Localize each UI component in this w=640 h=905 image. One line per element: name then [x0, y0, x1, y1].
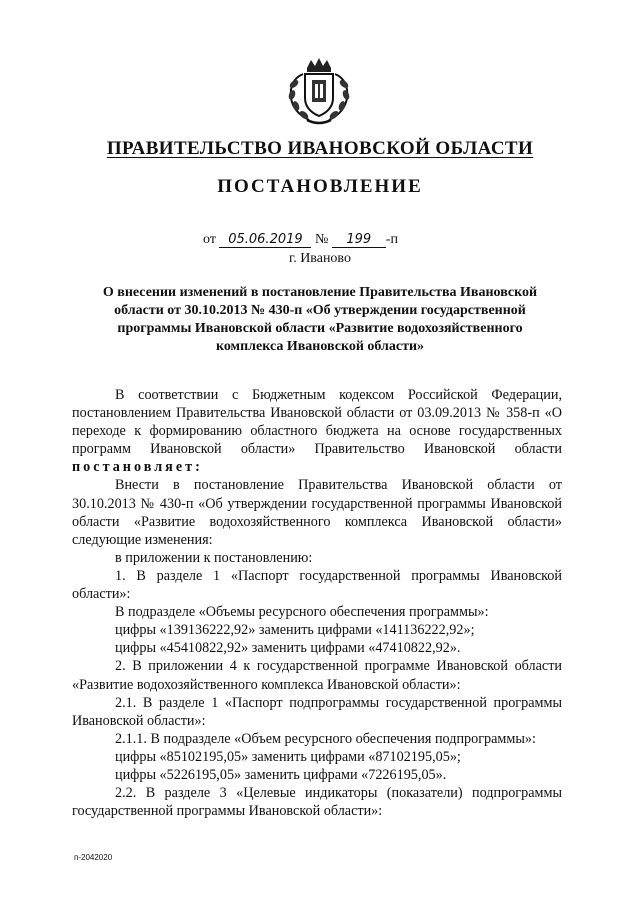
paragraph-item-2-2: 2.2. В разделе 3 «Целевые индикаторы (показатели) подпрограммы государственной программы Ивановской области»:: [72, 785, 562, 820]
number-sign: №: [314, 232, 329, 247]
paragraph-preamble: [72, 386, 562, 476]
date-number-line: [203, 232, 398, 248]
paragraph-item-2-1: 2.1. В разделе 1 «Паспорт подпрограммы государственной программы Ивановской области»:: [72, 694, 562, 729]
paragraph-amend: Внести в постановление Правительства Ивановской области от 30.10.2013 № 430-п «Об утверждении государственной программы Ивановской области «Развитие водохозяйственного комплекса Ивановской области» следующие изменения:: [72, 477, 562, 548]
preamble-text: В соответствии с Бюджетным кодексом Российской Федерации, постановлением Правительства Ивановской области от 03.09.2013 № 358-п «О переходе к формированию областного бюджета на основе государственных программ Ивановской области» Правительство Ивановской области: [72, 387, 562, 458]
document-type: ПОСТАНОВЛЕНИЕ: [217, 176, 423, 197]
handwritten-number: 199: [332, 233, 386, 248]
date-prefix: от: [203, 232, 216, 247]
paragraph-figures-1: цифры «139136222,92» заменить цифрами «141136222,92»;: [115, 622, 475, 639]
document-subject: О внесении изменений в постановление Правительства Ивановской области от 30.10.2013 № 430-п «Об утверждении государственной программы Ивановской области «Развитие водохозяйственного комплекса Ивановской области»: [102, 285, 538, 354]
paragraph-figures-3: цифры «85102195,05» заменить цифрами «87102195,05»;: [115, 748, 461, 765]
paragraph-figures-2: цифры «45410822,92» заменить цифрами «47410822,92».: [115, 640, 461, 657]
number-suffix: -п: [385, 232, 398, 247]
paragraph-item-1: 1. В разделе 1 «Паспорт государственной программы Ивановской области»:: [72, 567, 562, 603]
paragraph-subsection: В подразделе «Объемы ресурсного обеспечения программы»:: [115, 604, 489, 621]
city: г. Иваново: [289, 251, 351, 266]
footer-code: п-2042020: [74, 853, 113, 862]
government-title: ПРАВИТЕЛЬСТВО ИВАНОВСКОЙ ОБЛАСТИ: [106, 138, 534, 159]
handwritten-date: 05.06.2019: [219, 233, 311, 248]
resolves-word: постановляет:: [72, 459, 203, 476]
coat-of-arms-icon: [281, 54, 357, 130]
document-body: [72, 386, 562, 820]
paragraph-item-2: 2. В приложении 4 к государственной программе Ивановской области «Развитие водохозяйственного комплекса Ивановской области»:: [72, 658, 562, 693]
paragraph-item-2-1-1: 2.1.1. В подразделе «Объем ресурсного обеспечения подпрограммы»:: [115, 730, 536, 747]
paragraph-figures-4: цифры «5226195,05» заменить цифрами «7226195,05».: [115, 766, 447, 783]
paragraph-annex: в приложении к постановлению:: [115, 549, 313, 566]
